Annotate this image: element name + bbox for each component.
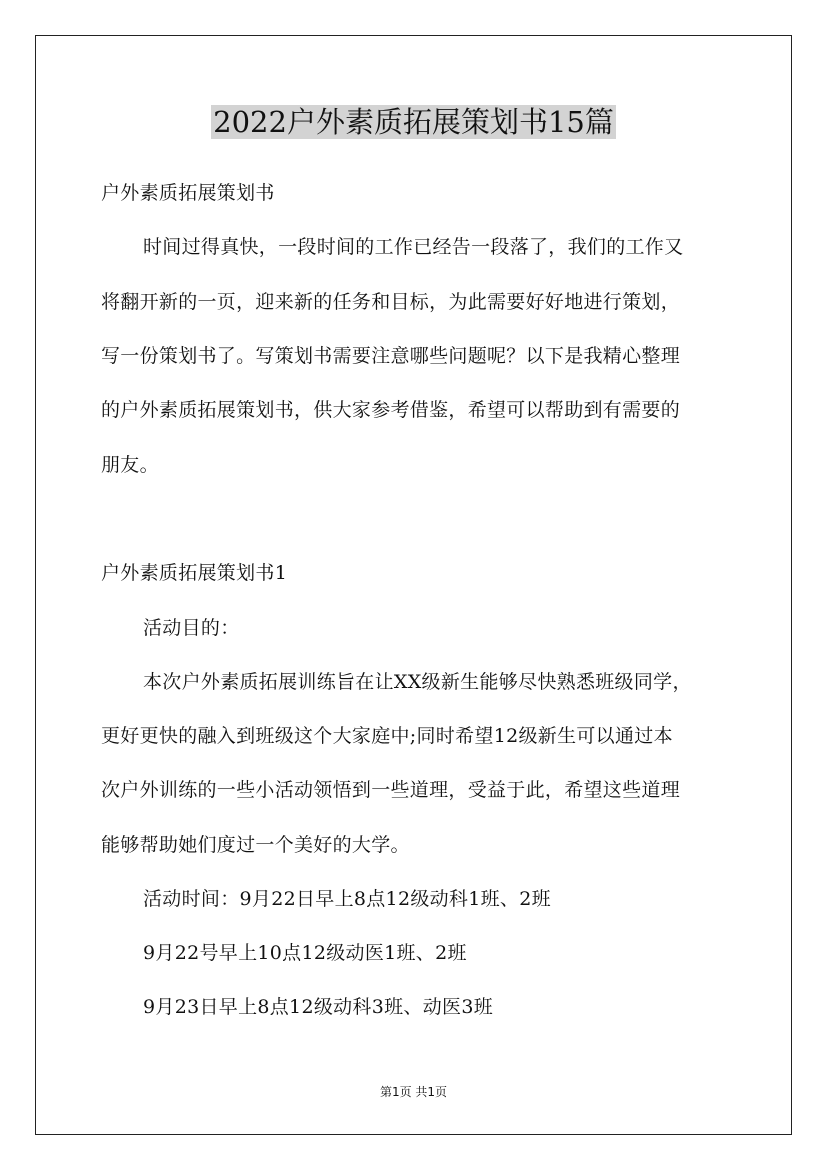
purpose-paragraph-line: 能够帮助她们度过一个美好的大学。 xyxy=(101,834,410,856)
schedule-line: 9月22号早上10点12级动医1班、2班 xyxy=(143,942,467,964)
page-footer: 第1页 共1页 xyxy=(379,1085,448,1099)
purpose-paragraph-line: 更好更快的融入到班级这个大家庭中;同时希望12级新生可以通过本 xyxy=(101,725,673,747)
document-title xyxy=(0,103,827,141)
intro-heading: 户外素质拓展策划书 xyxy=(101,182,275,204)
intro-paragraph-line: 朋友。 xyxy=(101,454,159,476)
schedule-line: 活动时间：9月22日早上8点12级动科1班、2班 xyxy=(143,888,551,910)
section1-heading: 户外素质拓展策划书1 xyxy=(101,562,288,584)
intro-paragraph-line: 写一份策划书了。写策划书需要注意哪些问题呢？以下是我精心整理 xyxy=(101,345,681,367)
activity-purpose-label: 活动目的： xyxy=(143,617,240,639)
intro-paragraph-line: 时间过得真快，一段时间的工作已经告一段落了，我们的工作又 xyxy=(143,236,684,258)
document-title-text: 2022户外素质拓展策划书15篇 xyxy=(213,105,614,139)
intro-paragraph-line: 将翻开新的一页，迎来新的任务和目标，为此需要好好地进行策划， xyxy=(101,291,681,313)
purpose-paragraph-line: 次户外训练的一些小活动领悟到一些道理，受益于此，希望这些道理 xyxy=(101,779,681,801)
purpose-paragraph-line: 本次户外素质拓展训练旨在让XX级新生能够尽快熟悉班级同学， xyxy=(143,671,692,693)
intro-paragraph-line: 的户外素质拓展策划书，供大家参考借鉴，希望可以帮助到有需要的 xyxy=(101,399,681,421)
schedule-line: 9月23日早上8点12级动科3班、动医3班 xyxy=(143,996,494,1018)
